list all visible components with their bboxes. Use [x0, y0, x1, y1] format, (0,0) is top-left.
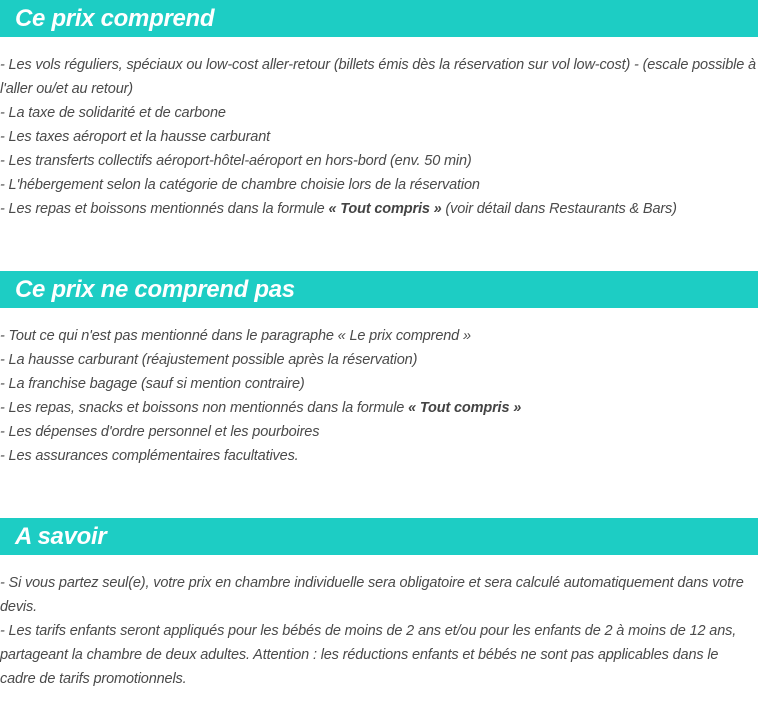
list-item — [0, 396, 758, 420]
list-item-text: - Les repas et boissons mentionnés dans la formule — [0, 201, 329, 217]
section-header — [0, 518, 758, 555]
section-good-to-know — [0, 518, 758, 691]
list-item: - Tout ce qui n'est pas mentionné dans le paragraphe « Le prix comprend » — [0, 328, 471, 344]
list-item: - Les vols réguliers, spéciaux ou low-cost aller-retour (billets émis dès la réservation sur vol low-cost) - (escale possible à l'aller ou/et au retour) — [0, 57, 756, 97]
formula-name: « Tout compris » — [328, 201, 442, 217]
section-price-excludes — [0, 271, 758, 468]
list-item: - Les tarifs enfants seront appliqués pour les bébés de moins de 2 ans et/ou pour les enfants de 2 à moins de 12 ans, partageant la chambre de deux adultes. Attention : les réductions enfants et bébés ne sont pas applicables dans le cadre de tarifs promotionnels. — [0, 623, 737, 687]
list-item: - La taxe de solidarité et de carbone — [0, 105, 226, 121]
section-body — [0, 324, 758, 468]
section-header — [0, 0, 758, 37]
section-title: Ce prix ne comprend pas — [15, 275, 295, 303]
list-item: - Les taxes aéroport et la hausse carburant — [0, 129, 271, 145]
section-title: A savoir — [15, 522, 107, 550]
section-title: Ce prix comprend — [15, 4, 215, 32]
section-body — [0, 53, 758, 221]
list-item: - La franchise bagage (sauf si mention contraire) — [0, 376, 305, 392]
list-item — [0, 197, 758, 221]
list-item: - L'hébergement selon la catégorie de chambre choisie lors de la réservation — [0, 177, 480, 193]
section-price-includes — [0, 0, 758, 221]
list-item: - Les transferts collectifs aéroport-hôtel-aéroport en hors-bord (env. 50 min) — [0, 153, 472, 169]
list-item-text: - Les repas, snacks et boissons non mentionnés dans la formule — [0, 400, 409, 416]
list-item: - Les assurances complémentaires facultatives. — [0, 448, 299, 464]
list-item: - Les dépenses d'ordre personnel et les pourboires — [0, 424, 320, 440]
section-header — [0, 271, 758, 308]
list-item-text: (voir détail dans Restaurants & Bars) — [441, 201, 677, 217]
list-item: - Si vous partez seul(e), votre prix en chambre individuelle sera obligatoire et sera calculé automatiquement dans votre devis. — [0, 575, 744, 615]
section-body — [0, 571, 758, 691]
formula-name: « Tout compris » — [408, 400, 522, 416]
list-item: - La hausse carburant (réajustement possible après la réservation) — [0, 352, 418, 368]
